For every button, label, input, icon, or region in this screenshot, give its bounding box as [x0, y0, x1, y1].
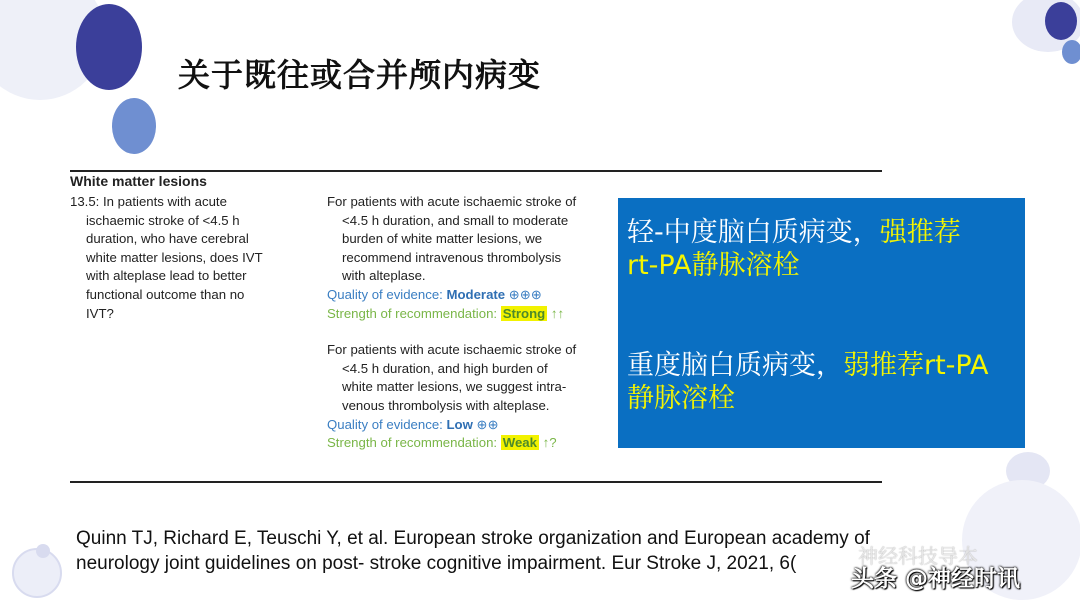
rec-line: burden of white matter lesions, we — [342, 231, 543, 247]
recommendations — [327, 193, 617, 453]
rec-line: white matter lesions, we suggest intra- — [342, 379, 567, 395]
strength-value: Weak — [502, 435, 537, 451]
decor-circle — [76, 4, 142, 90]
strength-of-recommendation — [327, 434, 617, 453]
question-line: white matter lesions, does IVT — [86, 249, 263, 265]
rec-line: with alteplase. — [342, 268, 426, 284]
strength-symbols: ↑↑ — [550, 305, 565, 321]
question-line: with alteplase lead to better — [86, 268, 247, 284]
callout-paragraph-1 — [627, 216, 1022, 282]
strength-label: Strength of recommendation: — [327, 305, 501, 321]
reference-citation — [76, 526, 956, 576]
callout-text: 轻-中度脑白质病变， — [627, 217, 880, 248]
callout-text: 重度脑白质病变， — [627, 350, 843, 381]
summary-callout — [618, 198, 1025, 448]
callout-highlight: rt-PA静脉溶栓 — [627, 250, 800, 281]
reference-line: Quinn TJ, Richard E, Teuschi Y, et al. European stroke organization and European academy of — [76, 528, 870, 549]
quality-symbols: ⊕⊕ — [476, 416, 499, 432]
recommendation-1 — [327, 193, 617, 323]
question-line: ischaemic stroke of <4.5 h — [86, 212, 240, 228]
question-line: functional outcome than no — [86, 286, 245, 302]
decor-circle — [1062, 40, 1080, 64]
rec-line: <4.5 h duration, and small to moderate — [342, 212, 569, 228]
strength-value: Strong — [502, 305, 546, 321]
slide-title: 关于既往或合并颅内病变 — [178, 56, 542, 94]
question-number: 13.5: — [70, 194, 100, 209]
quality-symbols: ⊕⊕⊕ — [508, 286, 542, 302]
question-line: In patients with acute — [103, 194, 227, 209]
question-line: duration, who have cerebral — [86, 231, 249, 247]
pico-question — [70, 193, 290, 323]
callout-paragraph-2 — [627, 349, 1022, 415]
rec-line: recommend intravenous thrombolysis — [342, 249, 562, 265]
recommendation-2 — [327, 341, 617, 453]
callout-highlight: 弱推荐rt-PA — [843, 350, 989, 381]
callout-highlight: 强推荐 — [879, 217, 961, 248]
decor-circle — [1045, 2, 1077, 40]
quality-of-evidence — [327, 286, 617, 305]
question-line: IVT? — [86, 305, 114, 321]
rec-line: <4.5 h duration, and high burden of — [342, 360, 548, 376]
strength-label: Strength of recommendation: — [327, 435, 501, 451]
rec-line: For patients with acute ischaemic stroke of — [327, 194, 577, 209]
watermark-faint: 神经科技导本 — [858, 544, 978, 568]
guideline-table — [70, 172, 610, 451]
quality-value: Moderate — [446, 286, 506, 302]
rec-line: For patients with acute ischaemic stroke of — [327, 342, 577, 358]
strength-symbols: ↑? — [542, 435, 557, 451]
quality-label: Quality of evidence: — [327, 286, 447, 302]
quality-label: Quality of evidence: — [327, 416, 447, 432]
section-heading: White matter lesions — [70, 173, 207, 189]
strength-of-recommendation — [327, 305, 617, 324]
watermark: 头条 @神经时讯 — [851, 566, 1021, 592]
decor-circle — [112, 98, 156, 154]
callout-highlight: 静脉溶栓 — [627, 383, 735, 414]
rec-line: venous thrombolysis with alteplase. — [342, 397, 550, 413]
quality-value: Low — [446, 416, 473, 432]
quality-of-evidence — [327, 416, 617, 435]
bottom-rule — [70, 481, 882, 483]
reference-line: neurology joint guidelines on post- stroke cognitive impairment. Eur Stroke J, 2021, 6( — [76, 553, 797, 574]
decor-circle — [36, 544, 50, 558]
